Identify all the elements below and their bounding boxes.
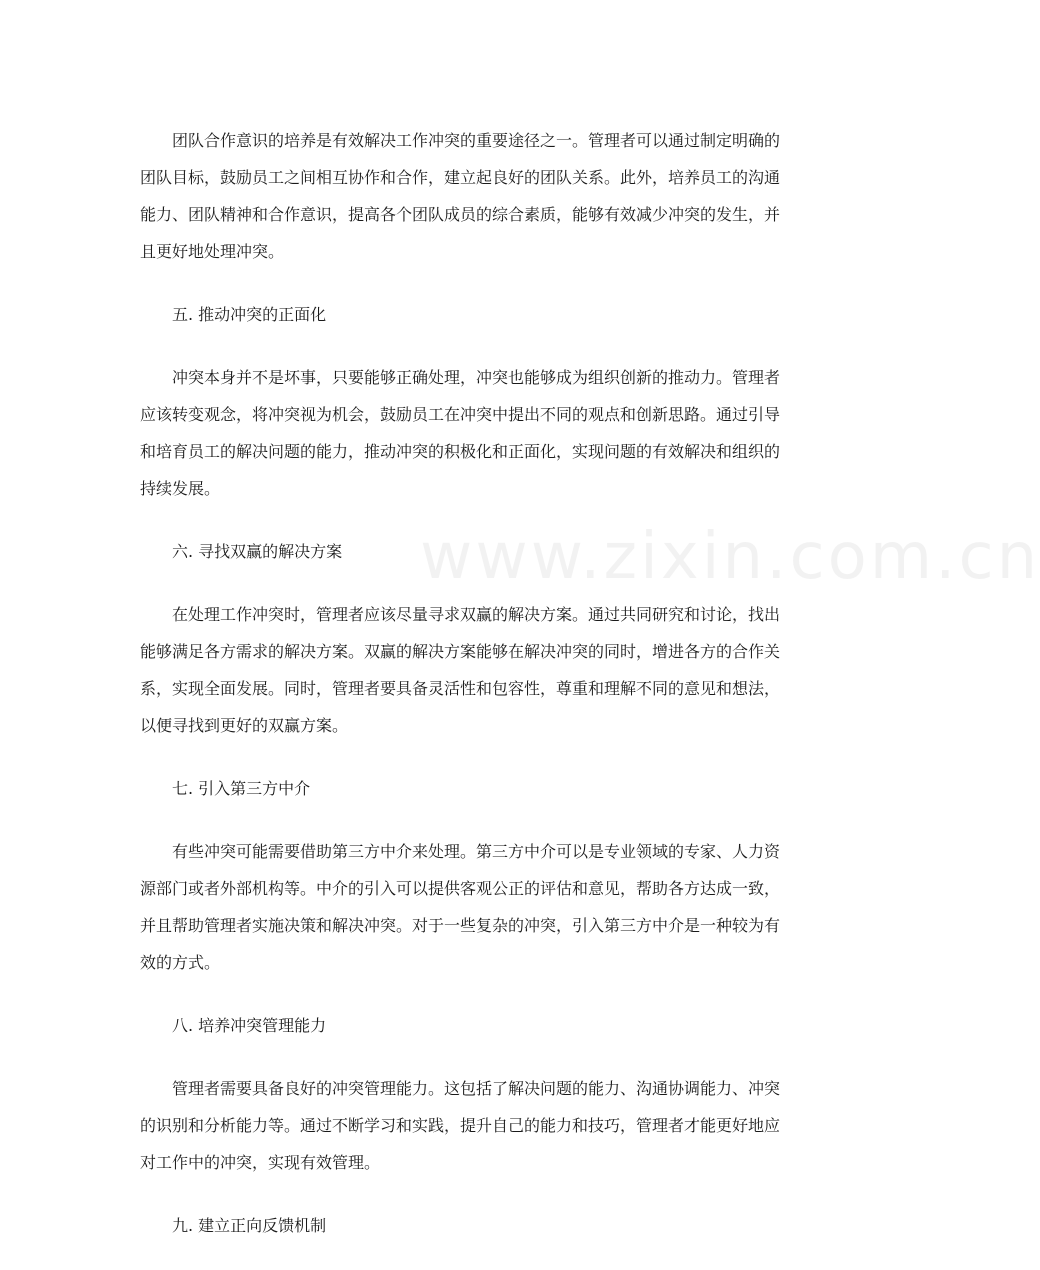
section-heading-6: 六. 寻找双赢的解决方案 xyxy=(172,542,343,561)
body-paragraph: 在处理工作冲突时，管理者应该尽量寻求双赢的解决方案。通过共同研究和讨论，找出能够满足各方需求的解决方案。双赢的解决方案能够在解决冲突的同时，增进各方的合作关系，实现全面发展。同时，管理者要具备灵活性和包容性，尊重和理解不同的意见和想法，以便寻找到更好的双赢方案。 xyxy=(140,605,781,735)
document-body xyxy=(140,122,780,1270)
watermark: www.zixin.com.cn xyxy=(420,520,1040,594)
body-paragraph: 团队合作意识的培养是有效解决工作冲突的重要途径之一。管理者可以通过制定明确的团队目标，鼓励员工之间相互协作和合作，建立起良好的团队关系。此外，培养员工的沟通能力、团队精神和合作意识，提高各个团队成员的综合素质，能够有效减少冲突的发生，并且更好地处理冲突。 xyxy=(140,131,781,261)
body-paragraph: 有些冲突可能需要借助第三方中介来处理。第三方中介可以是专业领域的专家、人力资源部门或者外部机构等。中介的引入可以提供客观公正的评估和意见，帮助各方达成一致，并且帮助管理者实施决策和解决冲突。对于一些复杂的冲突，引入第三方中介是一种较为有效的方式。 xyxy=(140,842,781,972)
section-heading-8: 八. 培养冲突管理能力 xyxy=(172,1016,327,1035)
body-paragraph: 管理者需要具备良好的冲突管理能力。这包括了解决问题的能力、沟通协调能力、冲突的识别和分析能力等。通过不断学习和实践，提升自己的能力和技巧，管理者才能更好地应对工作中的冲突，实现有效管理。 xyxy=(140,1079,781,1172)
section-heading-7: 七. 引入第三方中介 xyxy=(172,779,311,798)
section-heading-5: 五. 推动冲突的正面化 xyxy=(172,305,327,324)
section-heading-9: 九. 建立正向反馈机制 xyxy=(172,1216,327,1235)
body-paragraph: 冲突本身并不是坏事，只要能够正确处理，冲突也能够成为组织创新的推动力。管理者应该转变观念，将冲突视为机会，鼓励员工在冲突中提出不同的观点和创新思路。通过引导和培育员工的解决问题的能力，推动冲突的积极化和正面化，实现问题的有效解决和组织的持续发展。 xyxy=(140,368,781,498)
